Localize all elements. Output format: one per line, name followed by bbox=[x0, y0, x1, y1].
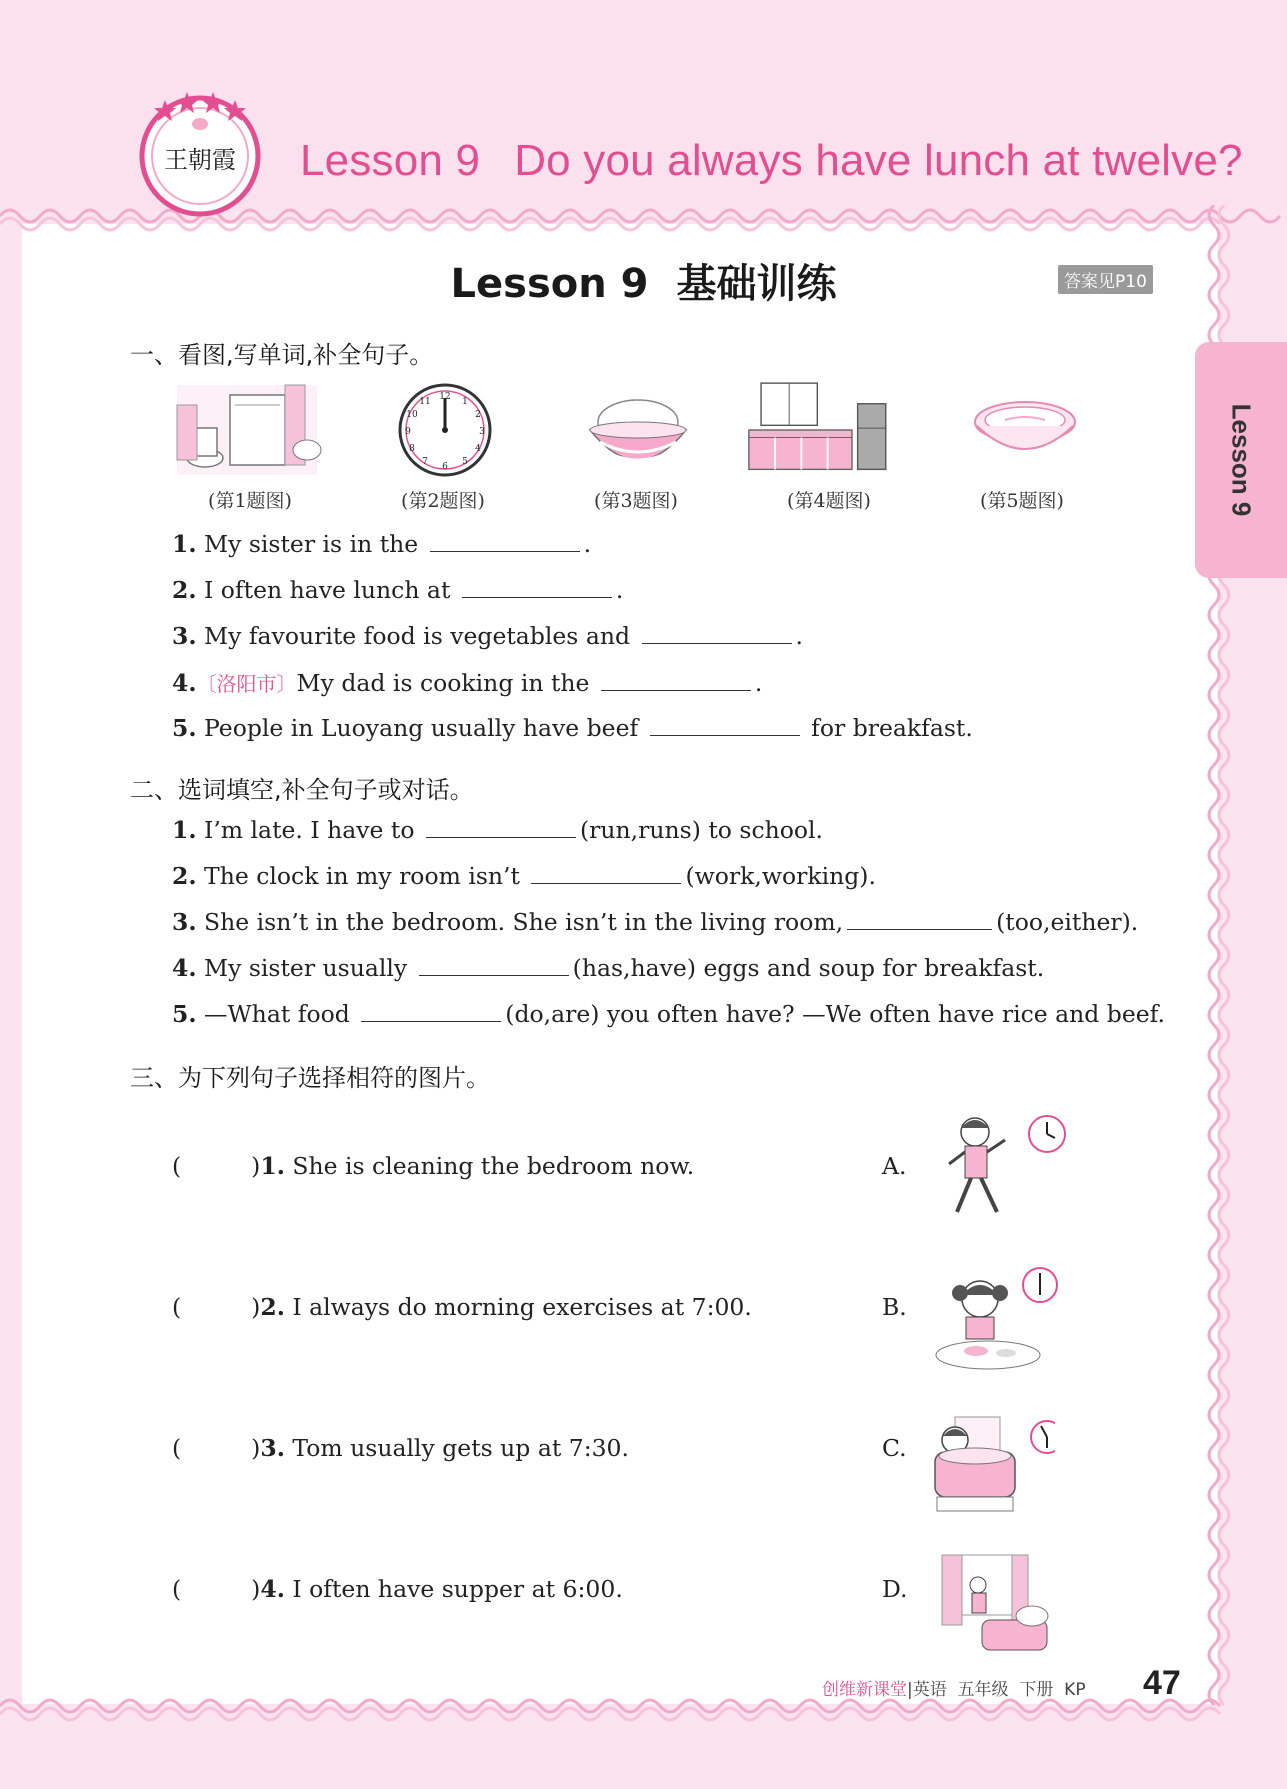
footer: 创维新课堂|英语 五年级 下册 KP bbox=[822, 1680, 1086, 1700]
svg-text:11: 11 bbox=[419, 397, 431, 407]
logo-text: 王朝霞 bbox=[164, 146, 236, 174]
rice-bowl-picture bbox=[570, 380, 720, 480]
page-number: 47 bbox=[1143, 1664, 1181, 1702]
answer-blank[interactable] bbox=[601, 670, 751, 691]
s2-question-3: 3. She isn’t in the bedroom. She isn’t in the living room, (too,either). bbox=[172, 908, 1139, 936]
s2-question-4: 4. My sister usually (has,have) eggs and soup for breakfast. bbox=[172, 954, 1045, 982]
footer-brand: 创维新课堂 bbox=[822, 1680, 907, 1700]
answer-blank[interactable] bbox=[642, 623, 792, 644]
svg-text:9: 9 bbox=[405, 427, 411, 437]
svg-text:10: 10 bbox=[406, 410, 418, 420]
match-item-2: ( )2. I always do morning exercises at 7:00. bbox=[172, 1293, 752, 1321]
svg-text:1: 1 bbox=[462, 397, 468, 407]
svg-text:8: 8 bbox=[409, 444, 415, 454]
answer-blank[interactable] bbox=[462, 577, 612, 598]
section1-title: 一、看图,写单词,补全句子。 bbox=[130, 341, 434, 369]
s1-question-2: 2. I often have lunch at . bbox=[172, 576, 624, 604]
s1-question-4: 4.〔洛阳市〕My dad is cooking in the . bbox=[172, 669, 763, 697]
answer-blank[interactable] bbox=[847, 909, 992, 930]
side-tab-label: Lesson 9 bbox=[1226, 403, 1257, 517]
answer-blank[interactable] bbox=[430, 531, 580, 552]
svg-text:2: 2 bbox=[475, 410, 481, 420]
s2-question-1: 1. I’m late. I have to (run,runs) to school. bbox=[172, 816, 824, 844]
match-item-3: ( )3. Tom usually gets up at 7:30. bbox=[172, 1434, 629, 1462]
answer-blank[interactable] bbox=[419, 955, 569, 976]
side-tab bbox=[1195, 342, 1287, 578]
s1-question-5: 5. People in Luoyang usually have beef for breakfast. bbox=[172, 714, 973, 742]
s1-question-3: 3. My favourite food is vegetables and . bbox=[172, 622, 803, 650]
kitchen-picture bbox=[747, 380, 897, 480]
caption-4: (第4题图) bbox=[787, 490, 871, 512]
source-tag: 〔洛阳市〕 bbox=[196, 672, 297, 696]
svg-text:12: 12 bbox=[439, 392, 451, 402]
match-item-4: ( )4. I often have supper at 6:00. bbox=[172, 1575, 623, 1603]
section2-title: 二、选词填空,补全句子或对话。 bbox=[130, 776, 474, 804]
cleaning-bedroom-picture bbox=[932, 1550, 1072, 1665]
svg-text:3: 3 bbox=[479, 427, 485, 437]
caption-2: (第2题图) bbox=[401, 490, 485, 512]
bottom-wave-border bbox=[0, 1692, 1287, 1732]
match-item-1: ( )1. She is cleaning the bedroom now. bbox=[172, 1152, 695, 1180]
title-question: Do you always have lunch at twelve? bbox=[514, 136, 1243, 185]
lesson-title bbox=[300, 136, 1243, 186]
s2-question-5: 5. —What food (do,are) you often have? —We often have rice and beef. bbox=[172, 1000, 1165, 1028]
soup-bowl-picture bbox=[965, 380, 1115, 480]
clock-picture bbox=[358, 380, 508, 480]
title-lesson: Lesson 9 bbox=[300, 136, 481, 185]
caption-1: (第1题图) bbox=[208, 490, 292, 512]
answer-badge: 答案见P10 bbox=[1058, 265, 1153, 294]
answer-blank[interactable] bbox=[426, 817, 576, 838]
section3-title: 三、为下列句子选择相符的图片。 bbox=[130, 1064, 490, 1092]
getting-up-picture bbox=[915, 1412, 1055, 1527]
caption-3: (第3题图) bbox=[594, 490, 678, 512]
s2-question-2: 2. The clock in my room isn’t (work,working). bbox=[172, 862, 876, 890]
caption-5: (第5题图) bbox=[980, 490, 1064, 512]
breakfast-girl-picture bbox=[928, 1265, 1068, 1380]
option-a: A. bbox=[882, 1152, 907, 1180]
option-c: C. bbox=[882, 1434, 907, 1462]
publisher-logo bbox=[135, 88, 265, 218]
svg-text:7: 7 bbox=[422, 457, 428, 467]
answer-blank[interactable] bbox=[531, 863, 681, 884]
option-b: B. bbox=[882, 1293, 907, 1321]
answer-blank[interactable] bbox=[650, 715, 800, 736]
option-d: D. bbox=[882, 1575, 908, 1603]
heading-cn: 基础训练 bbox=[676, 261, 837, 307]
answer-blank[interactable] bbox=[361, 1001, 501, 1022]
bathroom-picture bbox=[175, 380, 325, 480]
s1-question-1: 1. My sister is in the . bbox=[172, 530, 592, 558]
heading-lesson: Lesson 9 bbox=[450, 261, 649, 307]
svg-text:6: 6 bbox=[442, 462, 448, 472]
svg-text:4: 4 bbox=[475, 444, 481, 454]
svg-text:5: 5 bbox=[462, 457, 468, 467]
exercise-girl-picture bbox=[935, 1112, 1075, 1227]
